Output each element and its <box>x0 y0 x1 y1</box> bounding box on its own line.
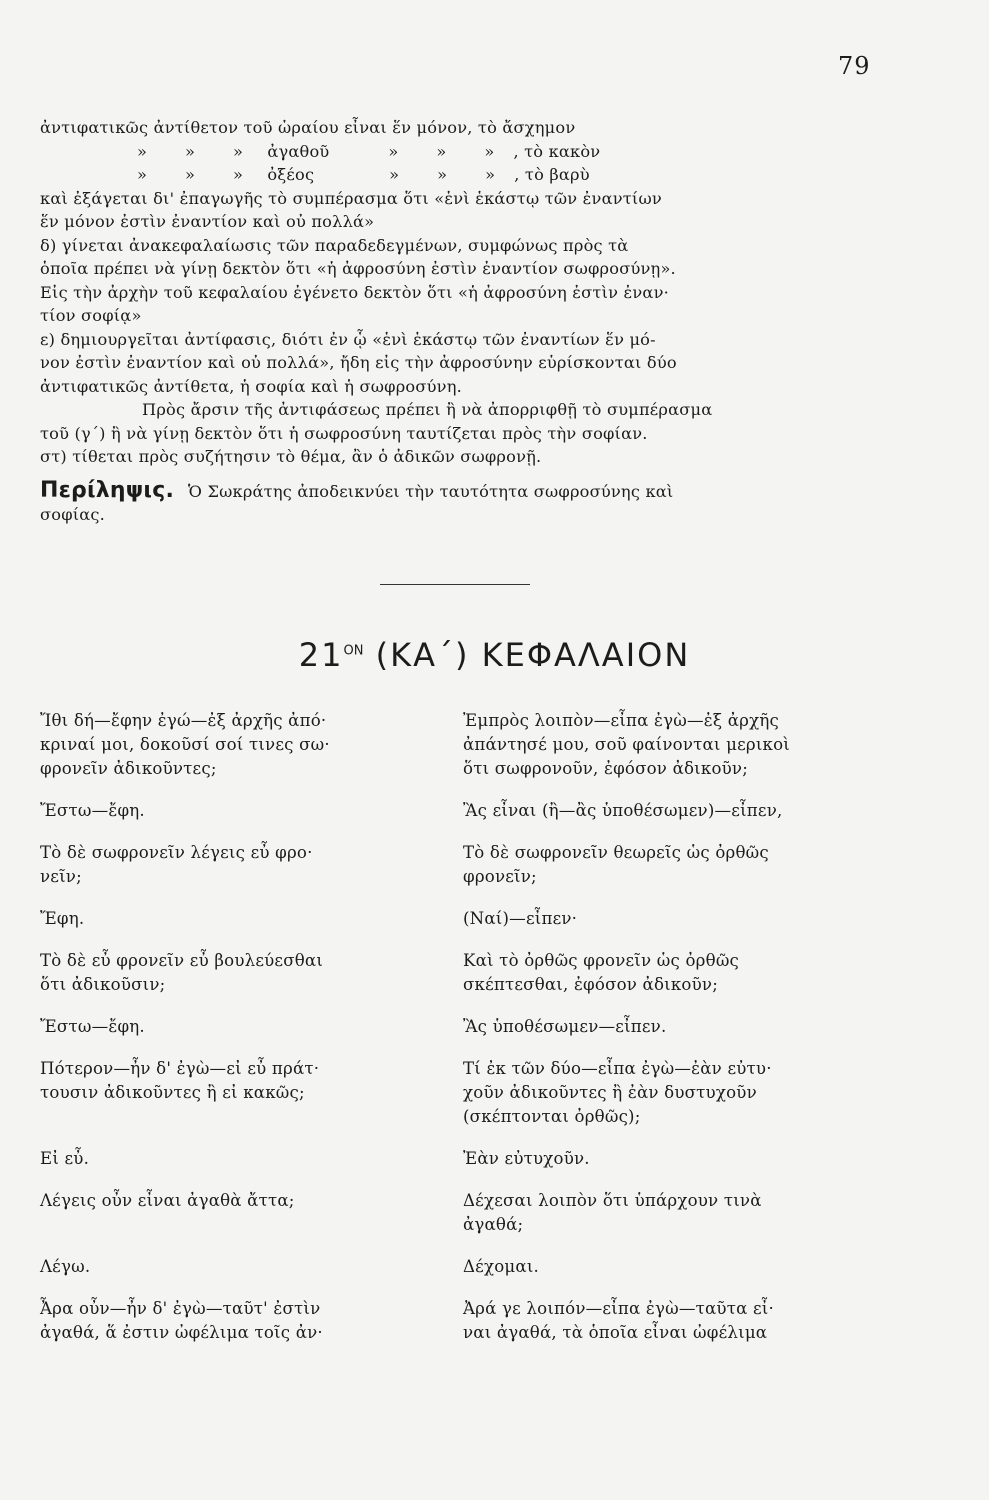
text-line: Εἰς τὴν ἀρχὴν τοῦ κεφαλαίου ἐγένετο δεκτὸν ὅτι «ἡ ἀφροσύνη ἐστὶν ἐναν· <box>40 282 669 302</box>
chapter-suffix: ΟΝ <box>343 643 364 659</box>
ditto-mark: » <box>388 141 399 161</box>
text-line: Λέγω. <box>40 1257 91 1276</box>
text-line: τίον σοφίᾳ» <box>40 306 142 325</box>
text-line: Τὸ δὲ σωφρονεῖν λέγεις εὖ φρο· <box>40 843 313 862</box>
text-line: Τί ἐκ τῶν δύο—εἶπα ἐγὼ—ἐὰν εὐτυ· <box>463 1059 772 1078</box>
dialogue-columns <box>40 709 880 1363</box>
greek-original <box>40 1189 457 1237</box>
greek-original <box>40 1297 457 1345</box>
text-line: Ἔφη. <box>40 909 85 928</box>
dialogue-row <box>40 841 880 889</box>
ditto-mark: » <box>484 141 495 161</box>
text-line: νον ἐστὶν ἐναντίον καὶ οὐ πολλά», ἤδη εἰς τὴν ἀφροσύνην εὑρίσκονται δύο <box>40 353 677 372</box>
text-line: σκέπτεσθαι, ἐφόσον ἀδικοῦν; <box>463 975 718 994</box>
dialogue-row <box>40 1057 880 1129</box>
greek-translation <box>457 709 880 781</box>
text-line: φρονεῖν; <box>463 867 537 886</box>
summary-line <box>40 479 876 504</box>
text-line: Ἔστω—ἔφη. <box>40 801 145 820</box>
greek-translation <box>457 1147 880 1171</box>
text-line: Ἆρα οὖν—ἦν δ' ἐγὼ—ταῦτ' ἐστὶν <box>40 1299 321 1318</box>
dialogue-row <box>40 1147 880 1171</box>
greek-original <box>40 799 457 823</box>
greek-original <box>40 1015 457 1039</box>
ditto-mark: » <box>136 165 148 184</box>
text-line: ἀπάντησέ μου, σοῦ φαίνονται μερικοὶ <box>463 735 790 754</box>
text-line: ὅτι σωφρονοῦν, ἐφόσον ἀδικοῦν; <box>463 759 748 778</box>
dialogue-row <box>40 709 880 781</box>
top-text-block <box>40 116 876 527</box>
text-line: ε) δημιουργεῖται ἀντίφασις, διότι ἐν ᾧ «ἑνὶ ἑκάστῳ τῶν ἐναντίων ἕν μό- <box>40 329 656 349</box>
text-line: Ἐμπρὸς λοιπὸν—εἶπα ἐγὼ—ἐξ ἀρχῆς <box>463 711 779 730</box>
greek-original <box>40 1147 457 1171</box>
ditto-mark: » <box>436 141 447 161</box>
ditto-mark: » <box>136 141 148 161</box>
greek-translation <box>457 949 880 997</box>
text-line: Τὸ δὲ σωφρονεῖν θεωρεῖς ὡς ὀρθῶς <box>463 843 769 862</box>
ditto-mark: » <box>232 141 244 161</box>
dialogue-row <box>40 799 880 823</box>
text-line: Πρὸς ἄρσιν τῆς ἀντιφάσεως πρέπει ἢ νὰ ἀπορριφθῇ τὸ συμπέρασμα <box>142 400 713 419</box>
ditto-mark: » <box>184 141 196 161</box>
text-line: ὅτι ἀδικοῦσιν; <box>40 975 166 994</box>
text-line: ἕν μόνον ἐστὶν ἐναντίον καὶ οὐ πολλά» <box>40 212 375 231</box>
greek-translation <box>457 907 880 931</box>
ditto-mark: » <box>389 165 400 184</box>
chapter-heading: (ΚΑ΄) ΚΕΦΑΛΑΙΟΝ <box>363 636 691 674</box>
text-line: ναι ἀγαθά, τὰ ὁποῖα εἶναι ὠφέλιμα <box>463 1323 768 1342</box>
ditto-word: ὀξέος <box>267 165 315 184</box>
ditto-mark: » <box>232 165 244 184</box>
text-line: ἀγαθά, ἅ ἐστιν ὠφέλιμα τοῖς ἀν· <box>40 1323 323 1342</box>
dialogue-row <box>40 1015 880 1039</box>
ditto-mark: » <box>184 165 196 184</box>
text-line: Τὸ δὲ εὖ φρονεῖν εὖ βουλεύεσθαι <box>40 951 324 970</box>
summary-heading: Περίληψις. <box>40 478 174 503</box>
text-line: ἀγαθά; <box>463 1215 524 1234</box>
greek-translation <box>457 1189 880 1237</box>
text-line: Δέχομαι. <box>463 1257 539 1276</box>
text-line: Λέγεις οὖν εἶναι ἀγαθὰ ἄττα; <box>40 1191 295 1210</box>
chapter-number: 21 <box>298 636 344 674</box>
text-line: Ἀρά γε λοιπόν—εἶπα ἐγὼ—ταῦτα εἶ· <box>463 1299 774 1318</box>
text-line: δ) γίνεται ἀνακεφαλαίωσις τῶν παραδεδεγμένων, συμφώνως πρὸς τὰ <box>40 235 629 255</box>
section-divider <box>380 584 530 585</box>
text-line: (Ναί)—εἶπεν· <box>463 909 578 928</box>
greek-translation <box>457 841 880 889</box>
dialogue-row <box>40 907 880 931</box>
ditto-end: , τὸ βαρὺ <box>514 165 590 184</box>
text-line: Εἰ εὖ. <box>40 1149 90 1168</box>
greek-translation <box>457 1057 880 1129</box>
ditto-end: , τὸ κακὸν <box>513 141 601 161</box>
text-line: κριναί μοι, δοκοῦσί σοί τινες σω· <box>40 735 330 754</box>
greek-original <box>40 841 457 889</box>
greek-translation <box>457 1015 880 1039</box>
text-line: Ἔστω—ἔφη. <box>40 1017 145 1036</box>
text-line: Ἴθι δή—ἔφην ἐγώ—ἐξ ἀρχῆς ἀπό· <box>40 711 327 730</box>
text-line: χοῦν ἀδικοῦντες ἢ ἐὰν δυστυχοῦν <box>463 1083 757 1102</box>
text-line: καὶ ἐξάγεται δι' ἐπαγωγῆς τὸ συμπέρασμα ὅτι «ἑνὶ ἑκάστῳ τῶν ἐναντίων <box>40 188 662 208</box>
text-line: ἀντιφατικῶς ἀντίθετα, ἡ σοφία καὶ ἡ σωφροσύνη. <box>40 376 462 396</box>
greek-original <box>40 949 457 997</box>
greek-translation <box>457 1255 880 1279</box>
chapter-title <box>0 636 989 674</box>
text-line: στ) τίθεται πρὸς συζήτησιν τὸ θέμα, ἂν ὁ ἀδικῶν σωφρονῇ. <box>40 447 542 466</box>
text-line: Ἐὰν εὐτυχοῦν. <box>463 1149 590 1168</box>
text-line: Ἂς εἶναι (ἢ—ἂς ὑποθέσωμεν)—εἶπεν, <box>463 801 783 820</box>
text-line: τοῦ (γ΄) ἢ νὰ γίνῃ δεκτὸν ὅτι ἡ σωφροσύνη ταυτίζεται πρὸς τὴν σοφίαν. <box>40 423 648 443</box>
greek-translation <box>457 1297 880 1345</box>
summary-text-cont: σοφίας. <box>40 505 106 524</box>
greek-original <box>40 1255 457 1279</box>
text-line: ὁποῖα πρέπει νὰ γίνῃ δεκτὸν ὅτι «ἡ ἀφροσύνη ἐστὶν ἐναντίον σωφροσύνῃ». <box>40 259 676 278</box>
greek-translation <box>457 799 880 823</box>
greek-original <box>40 709 457 781</box>
text-line: (σκέπτονται ὀρθῶς); <box>463 1107 641 1126</box>
ditto-line <box>40 163 876 187</box>
ditto-mark: » <box>437 165 448 184</box>
ditto-mark: » <box>485 165 496 184</box>
dialogue-row <box>40 1297 880 1345</box>
page-number: 79 <box>838 52 871 80</box>
ditto-line <box>40 140 876 164</box>
summary-text: Ὁ Σωκράτης ἀποδεικνύει τὴν ταυτότητα σωφροσύνης καὶ <box>188 481 674 501</box>
text-line: ἀντιφατικῶς ἀντίθετον τοῦ ὡραίου εἶναι ἕν μόνον, τὸ ἄσχημον <box>40 118 576 137</box>
text-line: φρονεῖν ἀδικοῦντες; <box>40 759 217 778</box>
greek-original <box>40 1057 457 1129</box>
text-line: Πότερον—ἦν δ' ἐγὼ—εἰ εὖ πράτ· <box>40 1059 320 1078</box>
dialogue-row <box>40 1255 880 1279</box>
dialogue-row <box>40 949 880 997</box>
text-line: Δέχεσαι λοιπὸν ὅτι ὑπάρχουν τινὰ <box>463 1191 762 1210</box>
greek-original <box>40 907 457 931</box>
text-line: νεῖν; <box>40 867 82 886</box>
text-line: τουσιν ἀδικοῦντες ἢ εἰ κακῶς; <box>40 1083 305 1102</box>
text-line: Ἂς ὑποθέσωμεν—εἶπεν. <box>463 1017 667 1036</box>
text-line: Καὶ τὸ ὀρθῶς φρονεῖν ὡς ὀρθῶς <box>463 951 740 970</box>
ditto-word: ἀγαθοῦ <box>267 141 330 161</box>
dialogue-row <box>40 1189 880 1237</box>
